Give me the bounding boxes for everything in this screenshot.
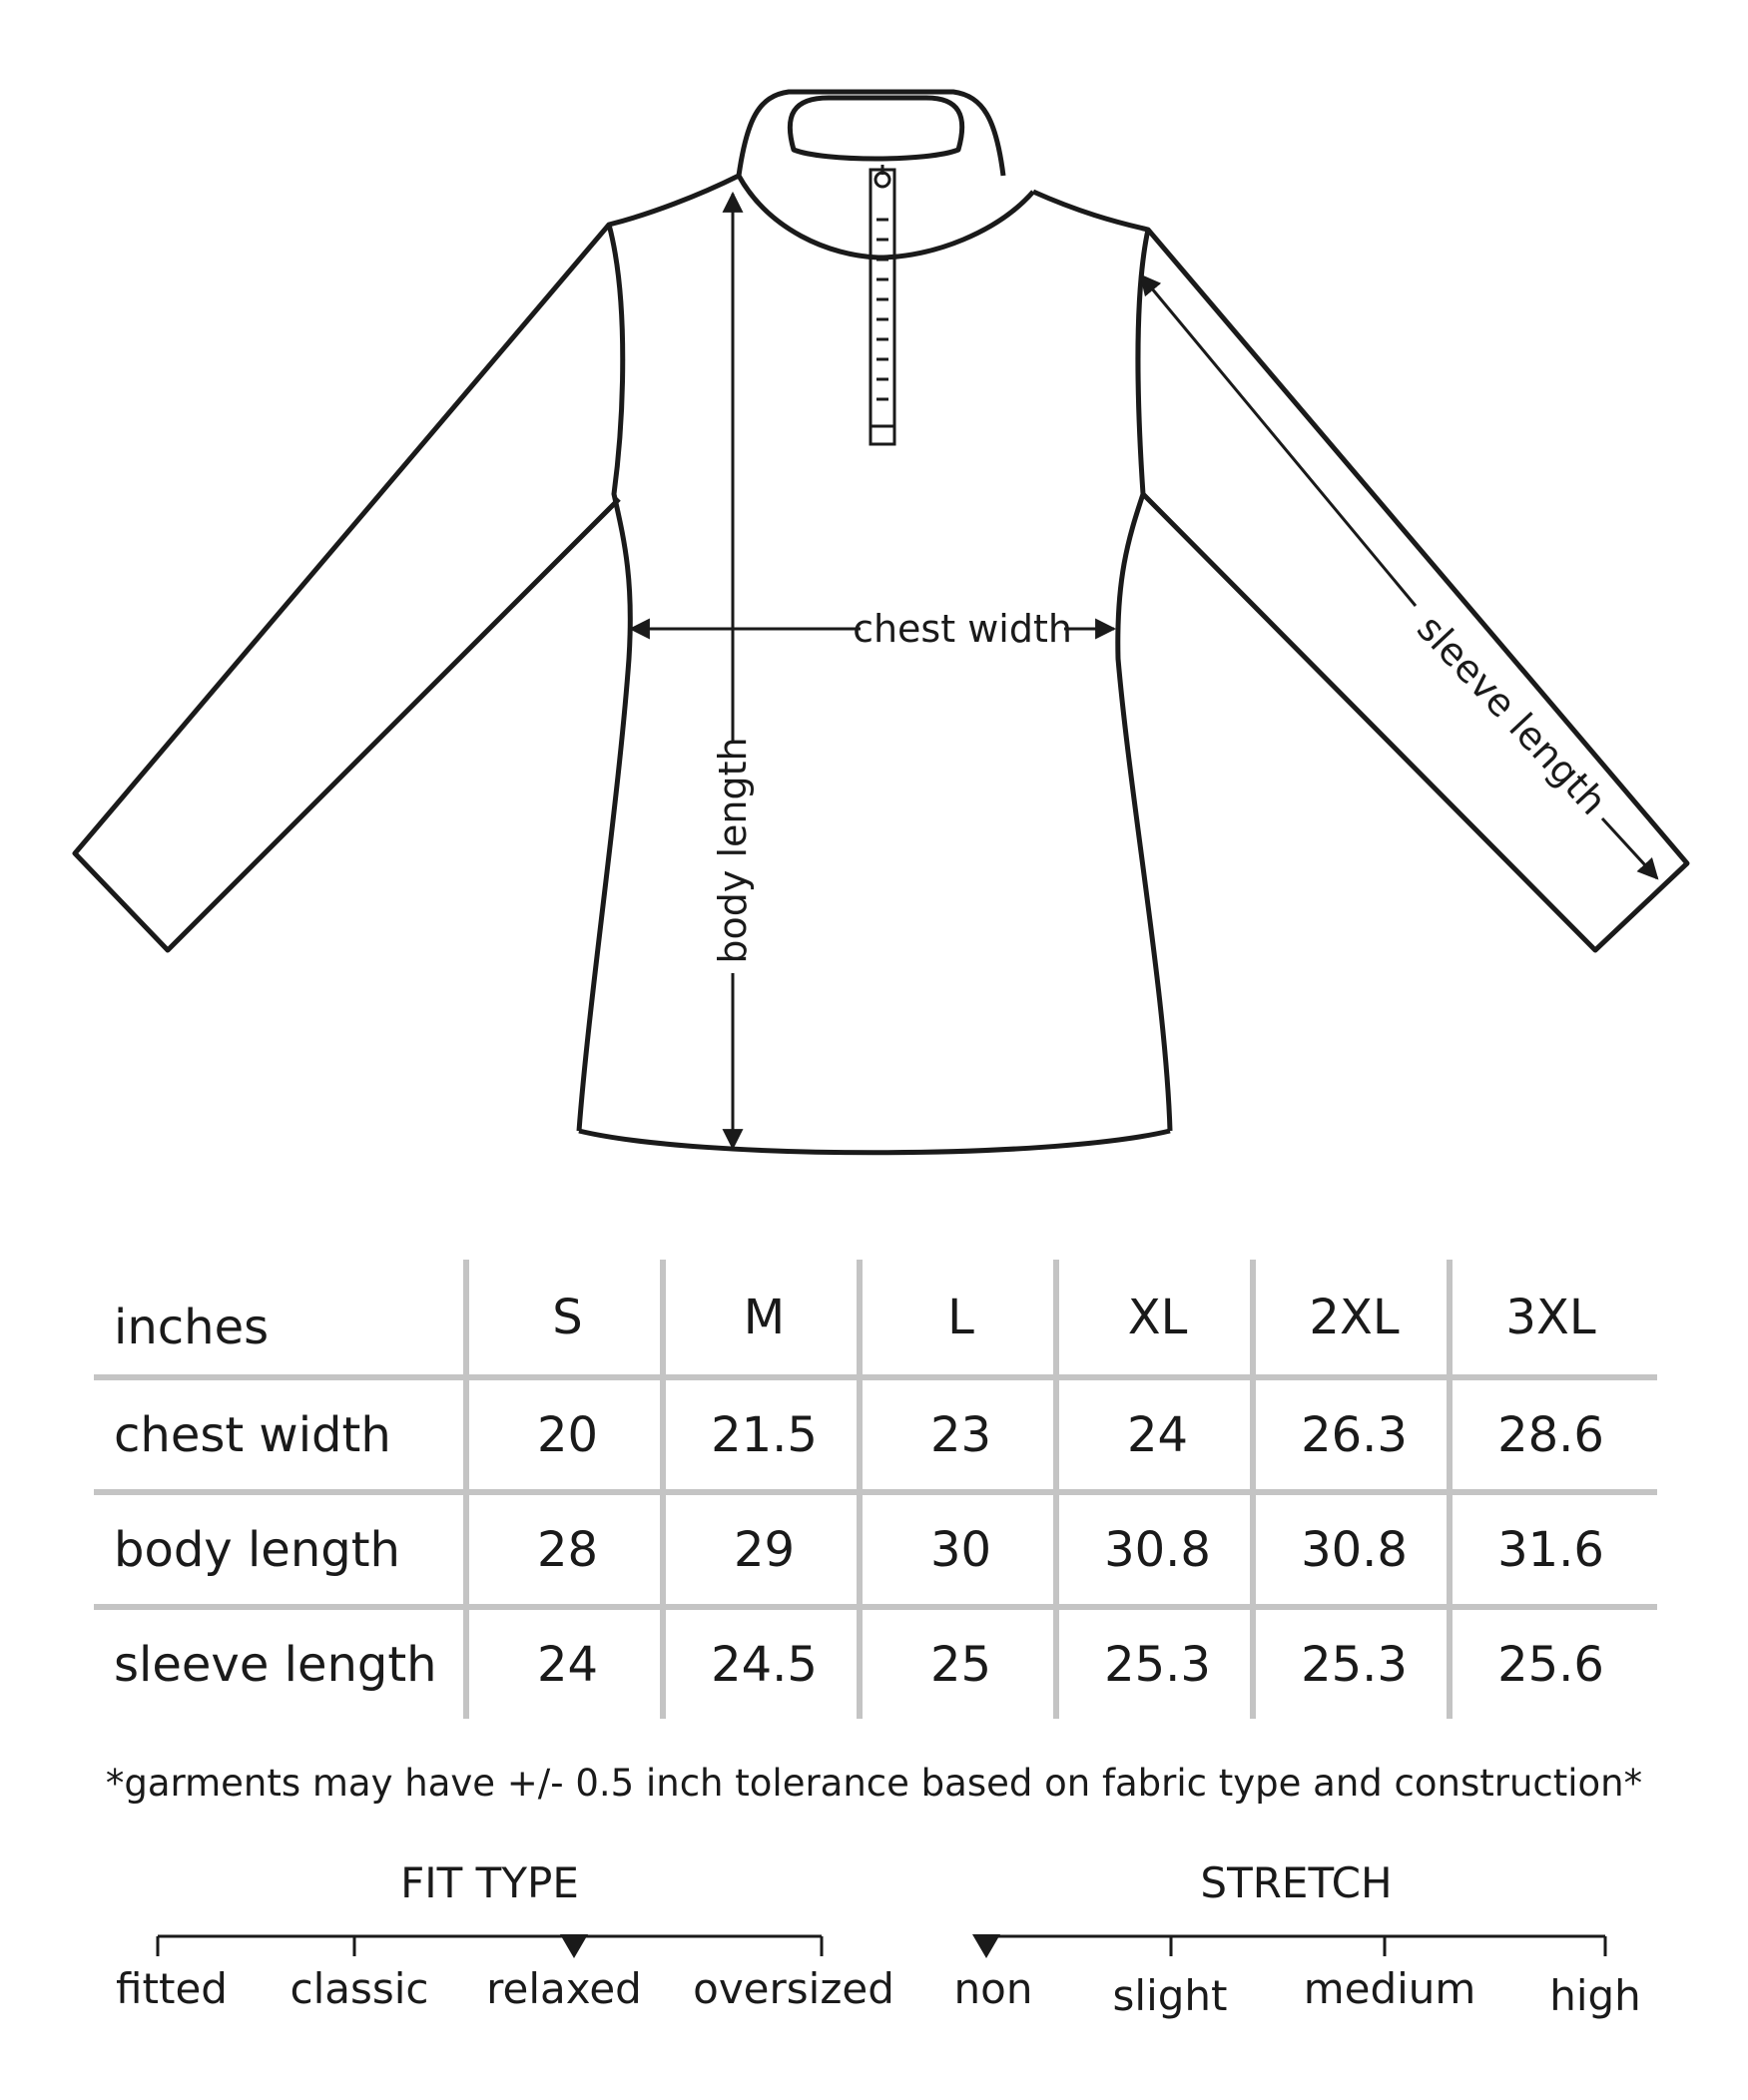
- size-header-m: M: [743, 1289, 786, 1345]
- stretch-scale: [984, 1936, 1605, 1956]
- zipper: [871, 165, 894, 444]
- stretch-selected-marker: [972, 1934, 1000, 1958]
- table-row: [94, 1377, 1657, 1492]
- table-cell: 25.3: [1301, 1636, 1408, 1693]
- table-cell: 26.3: [1301, 1406, 1408, 1463]
- table-cell: 29: [733, 1521, 796, 1578]
- body-length-label: body length: [711, 737, 755, 964]
- size-header-xl: XL: [1127, 1289, 1188, 1345]
- fit-option-fitted: fitted: [116, 1964, 228, 2013]
- table-cell: 21.5: [711, 1406, 818, 1463]
- table-cell: 30: [929, 1521, 992, 1578]
- row-label: sleeve length: [114, 1636, 437, 1693]
- table-cell: 30.8: [1301, 1521, 1408, 1578]
- table-cell: 24: [536, 1636, 599, 1693]
- sleeve-length-label: sleeve length: [1409, 606, 1615, 823]
- fit-type-title: FIT TYPE: [400, 1858, 579, 1907]
- stretch-option-slight: slight: [1112, 1971, 1228, 2020]
- table-cell: 23: [929, 1406, 992, 1463]
- size-header-2xl: 2XL: [1309, 1289, 1400, 1345]
- table-row: [94, 1492, 1657, 1607]
- stretch-title: STRETCH: [1200, 1858, 1393, 1907]
- row-label: body length: [114, 1521, 400, 1578]
- table-cell: 25.3: [1104, 1636, 1211, 1693]
- table-row: [94, 1607, 1657, 1722]
- table-cell: 24: [1126, 1406, 1189, 1463]
- fit-type-scale: [158, 1936, 822, 1956]
- table-cell: 25.6: [1497, 1636, 1604, 1693]
- table-header-row: [94, 1260, 1657, 1374]
- size-table: [94, 1260, 1657, 1719]
- fit-option-oversized: oversized: [693, 1964, 894, 2013]
- tolerance-note: *garments may have +/- 0.5 inch tolerance based on fabric type and construction*: [105, 1762, 1643, 1805]
- size-header-l: L: [947, 1289, 974, 1345]
- table-cell: 24.5: [711, 1636, 818, 1693]
- size-header-3xl: 3XL: [1505, 1289, 1596, 1345]
- table-cell: 28.6: [1497, 1406, 1604, 1463]
- unit-label: inches: [114, 1299, 270, 1355]
- stretch-option-non: non: [953, 1964, 1033, 2013]
- fit-type-selected-marker: [560, 1934, 588, 1958]
- table-cell: 20: [536, 1406, 599, 1463]
- row-label: chest width: [114, 1406, 391, 1463]
- size-header-s: S: [552, 1289, 583, 1345]
- table-cell: 30.8: [1104, 1521, 1211, 1578]
- fit-option-relaxed: relaxed: [486, 1964, 642, 2013]
- table-cell: 28: [536, 1521, 599, 1578]
- table-cell: 25: [929, 1636, 992, 1693]
- fit-option-classic: classic: [290, 1964, 429, 2013]
- stretch-option-high: high: [1549, 1971, 1641, 2020]
- chest-width-label: chest width: [853, 607, 1072, 651]
- table-cell: 31.6: [1497, 1521, 1604, 1578]
- stretch-option-medium: medium: [1303, 1964, 1476, 2013]
